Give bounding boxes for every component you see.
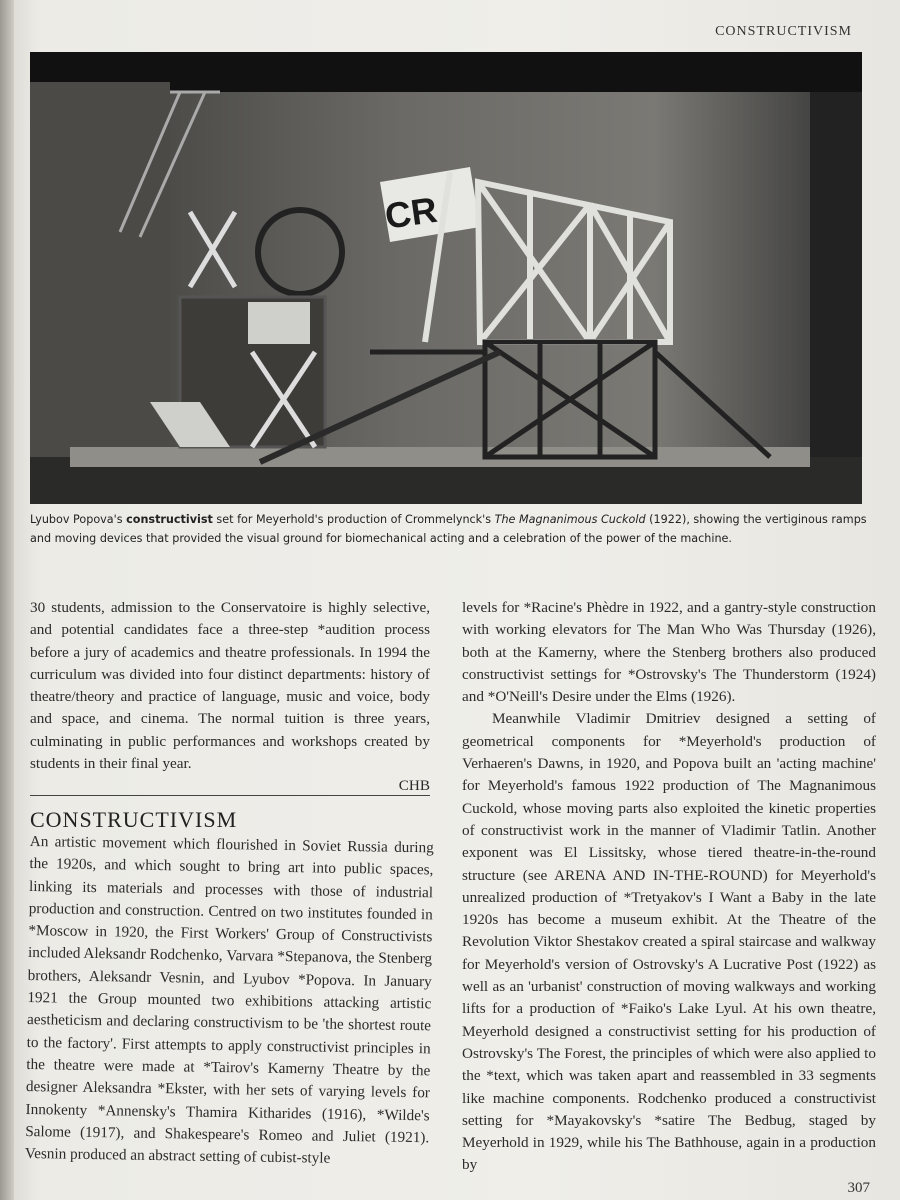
page-number: 307 <box>847 1180 870 1196</box>
entry-paragraph-2: Meanwhile Vladimir Dmitriev designed a setting of geometrical components for *Meyerhold's production of Verhaeren's Dawns, in 1920, and Popova built an 'acting machine' for Meyerhold's famous 1922 production of The Magnanimous Cuckold, whose moving parts also exploited the kinetic properties of constructivist work in the manner of Vladimir Tatlin. Another exponent was El Lissitsky, whose tiered theatre-in-the-round structure (see ARENA AND IN-THE-ROUND) for Meyerhold's unrealized production of *Tretyakov's I Want a Baby in the late 1920s has become a museum exhibit. At the Theatre of the Revolution Viktor Shestakov created a spiral staircase and walkway for Meyerhold's version of Ostrovsky's A Lucrative Post (1922) as well as an 'urbanist' construction of moving walkways and working lifts for a production of *Faiko's Lake Lyul. At his own theatre, Meyerhold designed a constructivist setting for his production of Ostrovsky's The Forest, the principles of which were also applied to the *text, which was taken apart and reassembled in 33 segments like machine components. Rodchenko produced a constructivist setting for *Mayakovsky's *satire The Bedbug, staged by Meyerhold in 1929, while his The Bathhouse, again in a production by <box>462 710 876 1174</box>
entry-body-left <box>25 831 434 1172</box>
caption-keyword: constructivist <box>126 513 213 526</box>
entry-continuation: levels for *Racine's Phèdre in 1922, and a gantry-style construction with working elevators for The Man Who Was Thursday (1926), both at the Kamerny, where the Stenberg brothers also produced constructivist settings for *Ostrovsky's The Thunderstorm (1924) and *O'Neill's Desire under the Elms (1926). <box>462 599 876 706</box>
running-head: CONSTRUCTIVISM <box>715 24 852 39</box>
caption-middle: set for Meyerhold's production of Crommelynck's <box>212 513 495 526</box>
entry-paragraph-1: An artistic movement which flourished in Soviet Russia during the 1920s, and which sought to bring art into public spaces, linking its materials and processes with those of industrial production and construction. Centred on two institutes founded in *Moscow in 1920, the First Workers' Group of Constructivists included Aleksandr Rodchenko, Varvara *Stepanova, the Stenberg brothers, Aleksandr Vesnin, and Lyubov *Popova. In January 1921 the Group mounted two exhibitions attacking artistic aestheticism and declaring constructivism to be 'the shortest route to the factory'. First attempts to apply constructivist principles in the theatre were made at *Tairov's Kamerny Theatre by the designer Aleksandra *Ekster, with her sets of varying levels for Innokenty *Annensky's Thamira Kitharides (1916), *Wilde's Salome (1917), and Shakespeare's Romeo and Juliet (1921). Vesnin produced an abstract setting of cubist-style <box>24 832 434 1167</box>
entry-heading: CONSTRUCTIVISM <box>30 807 238 832</box>
figure-caption <box>30 510 870 548</box>
entry-divider <box>30 795 430 796</box>
previous-entry <box>30 597 430 798</box>
previous-entry-text: 30 students, admission to the Conservatoire is highly selective, and potential candidates face a three-step *audition process before a jury of academics and theatre professionals. In 1994 the curriculum was divided into four distinct departments: history of theatre/theory and practice of language, music and voice, body and space, and cinema. The normal tuition is three years, culminating in public performances and workshops created by students in their final year. <box>30 599 430 773</box>
stage-sign-letters: CR <box>382 188 440 237</box>
caption-author: Lyubov Popova's <box>30 513 127 526</box>
author-initials: CHB <box>398 777 430 795</box>
caption-title: The Magnanimous Cuckold <box>494 513 646 526</box>
caption-rest: (1922), showing the vertiginous ramps and moving devices that provided the visual ground for biomechanical acting and a celebration of the power of the machine. <box>30 513 867 545</box>
constructivist-set-illustration <box>30 52 862 504</box>
book-spine <box>0 0 14 1200</box>
stage-set-photo <box>30 52 862 504</box>
entry-body-right <box>462 597 876 1177</box>
